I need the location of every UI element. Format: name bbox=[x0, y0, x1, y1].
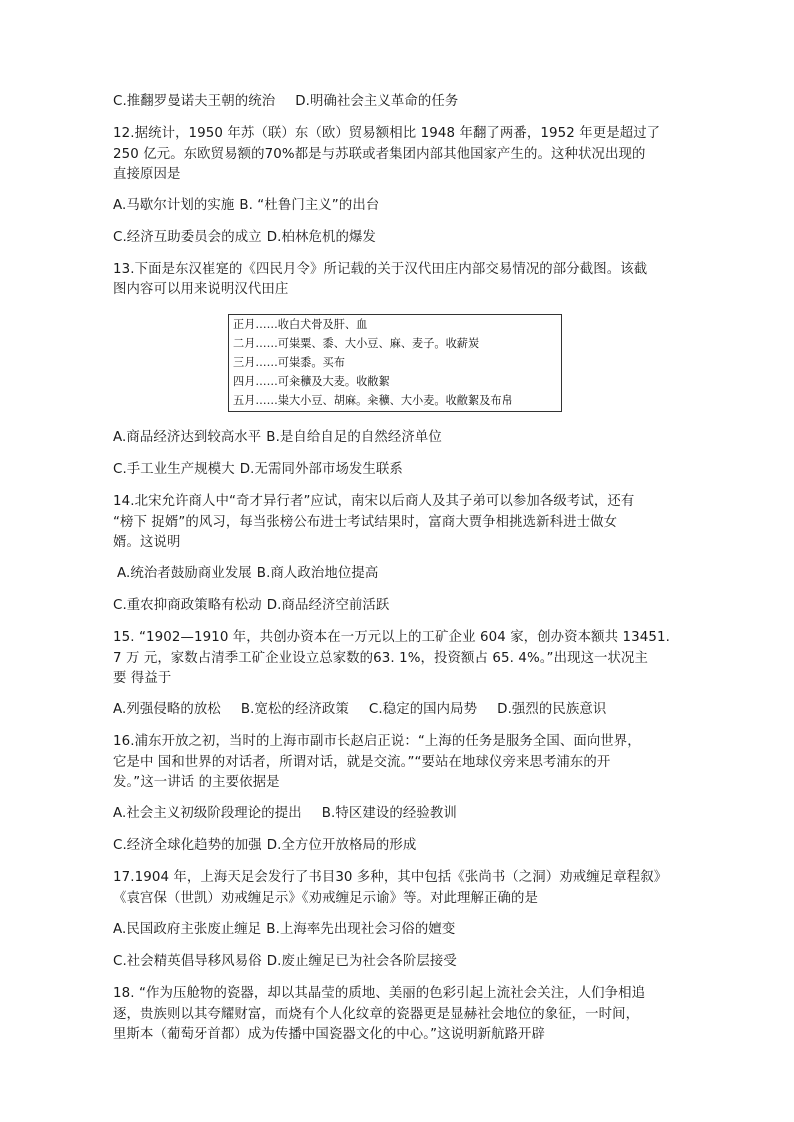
q13-option-c: C.手工业生产规模大 bbox=[113, 462, 235, 477]
q17-option-d: D.废止缠足已为社会各阶层接受 bbox=[266, 954, 457, 969]
q17-option-b: B.上海率先出现社会习俗的嬗变 bbox=[266, 922, 456, 937]
q12-options-cd bbox=[113, 229, 703, 246]
q15-stem-line-1: 15. “1902—1910 年，共创办资本在一万元以上的工矿企业 604 家，创办资本额共 13451. bbox=[113, 630, 670, 645]
q18-stem-line-1: 18. “作为压舱物的瓷器，却以其晶莹的质地、美丽的色彩引起上流社会关注，人们争相追 bbox=[113, 986, 646, 1001]
q14-option-a: A.统治者鼓励商业发展 bbox=[117, 566, 252, 581]
q12-option-d: D.柏林危机的爆发 bbox=[266, 230, 376, 245]
q15-option-a: A.列强侵略的放松 bbox=[113, 702, 221, 717]
q13-table-row: 二月……可粜粟、黍、大小豆、麻、麦子。收薪炭 bbox=[233, 337, 480, 350]
q15-stem-line-3: 要 得益于 bbox=[113, 671, 172, 686]
q15-option-d: D.强烈的民族意识 bbox=[497, 702, 607, 717]
q12-stem-line-2: 250 亿元。东欧贸易额的70%都是与苏联或者集团内部其他国家产生的。这种状况出现的 bbox=[113, 147, 646, 162]
q13-stem-line-2: 图内容可以用来说明汉代田庄 bbox=[113, 282, 289, 297]
q14-stem-line-1: 14.北宋允许商人中“奇才异行者”应试，南宋以后商人及其子弟可以参加各级考试，还有 bbox=[113, 494, 635, 509]
q16-option-a: A.社会主义初级阶段理论的提出 bbox=[113, 806, 302, 821]
q13-options-cd bbox=[113, 461, 703, 478]
q17-stem-line-1: 17.1904 年，上海天足会发行了书目30 多种，其中包括《张尚书（之洞）劝戒缠足章程叙》 bbox=[113, 870, 668, 885]
q12-options-ab bbox=[113, 197, 703, 214]
q15-stem-line-2: 7 万 元，家数占清季工矿企业设立总家数的63. 1%，投资额占 65. 4%。”出现这一状况主 bbox=[113, 651, 649, 666]
q13-option-d: D.无需同外部市场发生联系 bbox=[239, 462, 403, 477]
q12-option-a: A.马歇尔计划的实施 bbox=[113, 198, 235, 213]
q17-option-a: A.民国政府主张废止缠足 bbox=[113, 922, 262, 937]
q14-options-cd bbox=[113, 597, 703, 614]
q14-option-d: D.商品经济空前活跃 bbox=[266, 598, 390, 613]
q13-table-row: 三月……可粜黍。买布 bbox=[233, 356, 345, 369]
q16-stem-line-2: 它是中 国和世界的对话者，所谓对话，就是交流。”“要站在地球仪旁来思考浦东的开 bbox=[113, 755, 611, 770]
q12-stem-line-3: 直接原因是 bbox=[113, 167, 181, 182]
q14-stem-line-3: 婿。这说明 bbox=[113, 535, 181, 550]
q18-stem-line-3: 里斯本（葡萄牙首都）成为传播中国瓷器文化的中心。”这说明新航路开辟 bbox=[113, 1027, 546, 1042]
q11-option-d: D.明确社会主义革命的任务 bbox=[295, 94, 459, 109]
q18-stem-line-2: 逐，贵族则以其夸耀财富，而烧有个人化纹章的瓷器更是显赫社会地位的象征，一时间， bbox=[113, 1007, 640, 1022]
q16-option-c: C.经济全球化趋势的加强 bbox=[113, 838, 262, 853]
q13-option-b: B.是自给自足的自然经济单位 bbox=[266, 430, 442, 445]
q13-table-row: 四月……可籴穬及大麦。收敝絮 bbox=[233, 375, 390, 388]
q16-options-ab bbox=[113, 805, 703, 822]
q12-option-c: C.经济互助委员会的成立 bbox=[113, 230, 262, 245]
q13-stem-line-1: 13.下面是东汉崔寔的《四民月令》所记载的关于汉代田庄内部交易情况的部分截图。该截 bbox=[113, 262, 648, 277]
q14-stem-line-2: “榜下 捉婿”的风习，每当张榜公布进士考试结果时，富商大贾争相挑选新科进士做女 bbox=[113, 515, 618, 530]
q13-option-a: A.商品经济达到较高水平 bbox=[113, 430, 262, 445]
q13-table-row: 正月……收白犬骨及肝、血 bbox=[233, 318, 368, 331]
q14-option-b: B.商人政治地位提高 bbox=[256, 566, 379, 581]
q13-table-row: 五月……粜大小豆、胡麻。籴穬、大小麦。收敝絮及布帛 bbox=[233, 394, 513, 407]
q17-options-cd bbox=[113, 953, 703, 970]
q13-options-ab bbox=[113, 429, 703, 446]
q15-option-b: B.宽松的经济政策 bbox=[240, 702, 349, 717]
q15-option-c: C.稳定的国内局势 bbox=[368, 702, 478, 717]
q11-option-c: C.推翻罗曼诺夫王朝的统治 bbox=[113, 94, 276, 109]
q14-option-c: C.重农抑商政策略有松动 bbox=[113, 598, 262, 613]
q17-option-c: C.社会精英倡导移风易俗 bbox=[113, 954, 262, 969]
q17-stem-line-2: 《袁宫保（世凯）劝戒缠足示》《劝戒缠足示谕》等。对此理解正确的是 bbox=[113, 891, 538, 906]
q16-stem-line-1: 16.浦东开放之初，当时的上海市副市长赵启正说：“上海的任务是服务全国、面向世界， bbox=[113, 734, 641, 749]
q16-option-b: B.特区建设的经验教训 bbox=[321, 806, 457, 821]
q16-options-cd bbox=[113, 837, 703, 854]
q15-options bbox=[113, 701, 703, 718]
q16-option-d: D.全方位开放格局的形成 bbox=[266, 838, 417, 853]
q14-options-ab bbox=[117, 565, 707, 582]
q12-stem-line-1: 12.据统计，1950 年苏（联）东（欧）贸易额相比 1948 年翻了两番，1952 年更是超过了 bbox=[113, 126, 661, 141]
q11-options-cd bbox=[113, 93, 703, 110]
q17-options-ab bbox=[113, 921, 703, 938]
q16-stem-line-3: 发。”这一讲话 的主要依据是 bbox=[113, 775, 280, 790]
q13-excerpt-table bbox=[228, 314, 562, 412]
q12-option-b: B. “杜鲁门主义”的出台 bbox=[239, 198, 380, 213]
